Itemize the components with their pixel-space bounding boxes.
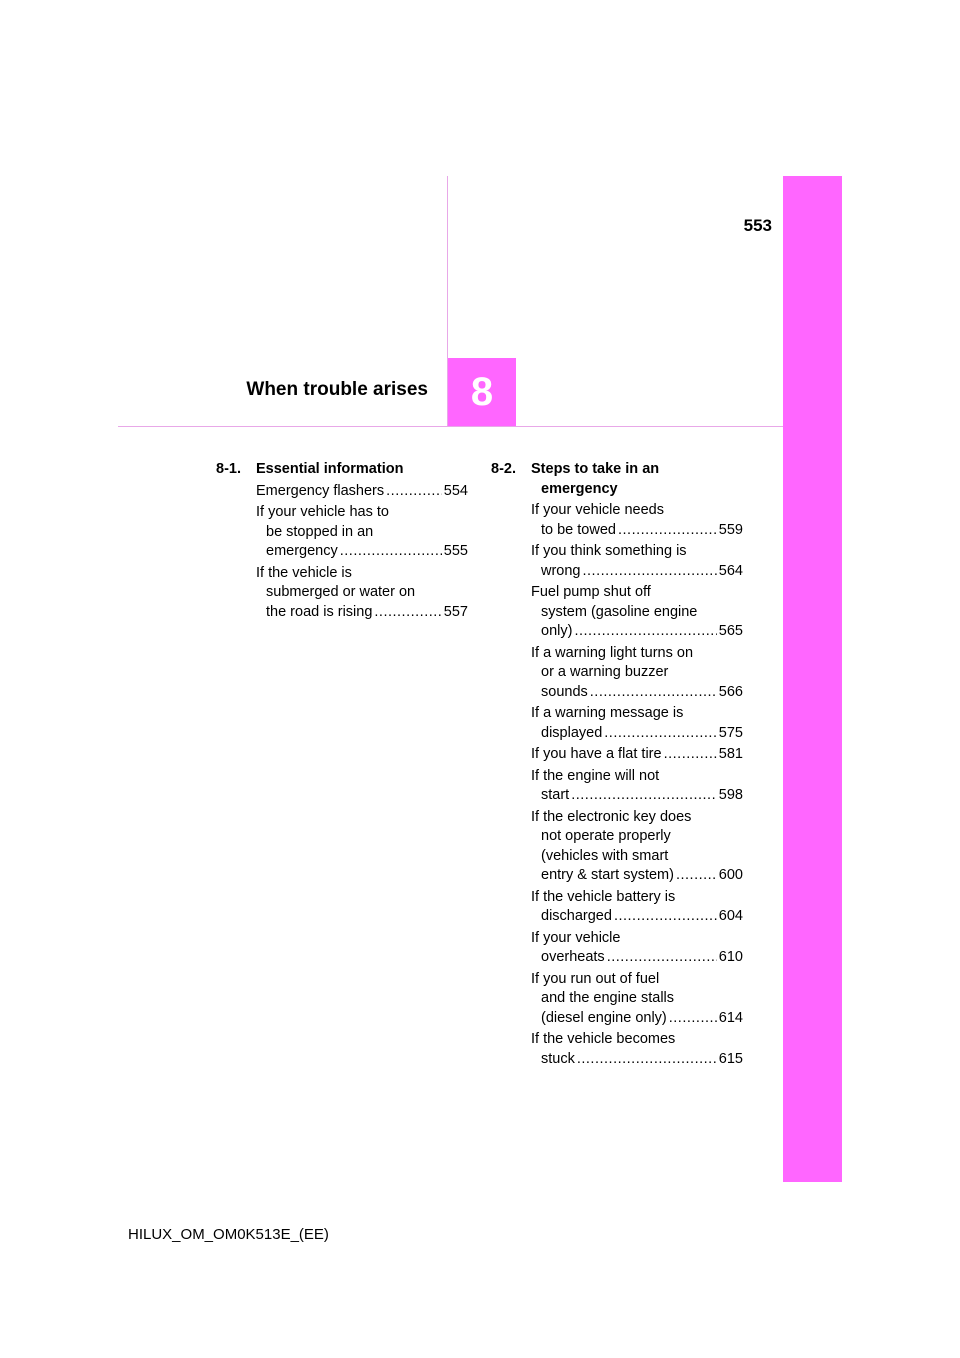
toc-page-number: 564 (718, 562, 743, 579)
toc-entry-text: If your vehicle (531, 929, 621, 946)
toc-entry[interactable] (216, 564, 468, 623)
toc-entry-text: Fuel pump shut off (531, 584, 651, 600)
dot-leader (614, 907, 717, 927)
toc-page-number: 557 (443, 603, 468, 620)
toc-entry-text: If you think something is (531, 543, 687, 559)
dot-leader (618, 521, 717, 541)
toc-entry-text: stuck (541, 1050, 575, 1067)
toc-entry-text: overheats (541, 949, 605, 965)
toc-entry-text: If your vehicle needs (531, 502, 664, 518)
toc-entry-text: to be towed (541, 521, 616, 538)
toc-entry[interactable] (491, 583, 743, 642)
toc-entry[interactable] (491, 1030, 743, 1069)
toc-entry-text: start (541, 787, 570, 803)
toc-entry[interactable] (491, 644, 743, 703)
page-number: 553 (743, 216, 772, 235)
toc-entry-text: displayed (541, 724, 603, 741)
dot-leader (374, 603, 441, 623)
document-footer: HILUX_OM_OM0K513E_(EE) (128, 1226, 329, 1243)
toc-entry[interactable] (491, 542, 743, 581)
dot-leader (664, 745, 717, 765)
section-title: emergency (541, 480, 618, 497)
toc-entry[interactable] (491, 704, 743, 743)
dot-leader (676, 866, 717, 886)
section-heading (216, 460, 468, 480)
toc-page-number: 554 (443, 482, 468, 499)
section-title: Essential information (256, 461, 404, 477)
toc-entry[interactable] (491, 767, 743, 806)
dot-leader (574, 622, 716, 642)
dot-leader (571, 786, 717, 806)
toc-page-number: 598 (718, 787, 743, 803)
toc-entry-text: (vehicles with smart (541, 847, 669, 864)
dot-leader (669, 1009, 717, 1029)
toc-entry[interactable] (491, 970, 743, 1029)
toc-page-number: 581 (718, 746, 743, 762)
toc-entry-text: entry & start system) (541, 867, 674, 883)
toc-entry-text: system (gasoline engine (541, 603, 698, 620)
toc-entry-text: not operate properly (541, 828, 671, 844)
toc-entry-text: If the vehicle becomes (531, 1031, 676, 1047)
toc-page-number: 614 (718, 1009, 743, 1026)
toc-entry[interactable] (491, 929, 743, 968)
toc-page-number: 555 (443, 543, 468, 559)
toc-entry-text: If the engine will not (531, 767, 660, 784)
dot-leader (583, 562, 717, 582)
toc-entry-text: (diesel engine only) (541, 1009, 667, 1026)
toc-entry-text: If the vehicle battery is (531, 888, 676, 905)
toc-page-number: 600 (718, 867, 743, 883)
toc-entry-text: If a warning message is (531, 705, 684, 721)
dot-leader (607, 948, 717, 968)
toc-page-number: 566 (718, 683, 743, 700)
chapter-number-box (448, 358, 516, 426)
dot-leader (340, 542, 442, 562)
toc-entry-text: If a warning light turns on (531, 644, 694, 661)
toc-entry[interactable] (491, 745, 743, 765)
dot-leader (386, 482, 442, 502)
toc-entry-text: the road is rising (266, 603, 373, 620)
toc-page-number: 565 (718, 623, 743, 639)
chapter-thumb-tab (783, 176, 842, 1182)
chapter-title: When trouble arises (246, 379, 428, 400)
toc-entry[interactable] (216, 503, 468, 562)
toc-entry-text: sounds (541, 683, 588, 700)
toc-entry-text: only) (541, 623, 573, 639)
toc-entry-text: If the vehicle is (256, 564, 352, 581)
toc-page-number: 604 (718, 908, 743, 924)
section-title: Steps to take in an (531, 461, 660, 477)
horizontal-divider (118, 426, 783, 427)
section-number: 8-2. (491, 461, 516, 477)
dot-leader (590, 683, 717, 703)
dot-leader (577, 1050, 717, 1070)
toc-entry-text: or a warning buzzer (541, 664, 669, 680)
toc-entry[interactable] (216, 482, 468, 502)
toc-page-number: 610 (718, 949, 743, 965)
toc-column-left (216, 460, 468, 624)
section-number: 8-1. (216, 461, 241, 477)
toc-entry-text: and the engine stalls (541, 990, 675, 1006)
toc-entry-text: If you have a flat tire (531, 746, 662, 762)
toc-entry[interactable] (491, 888, 743, 927)
toc-entry-text: Emergency flashers (256, 482, 385, 499)
toc-entry[interactable] (491, 808, 743, 886)
toc-entry[interactable] (491, 501, 743, 540)
toc-page-number: 559 (718, 521, 743, 538)
toc-entry-text: If your vehicle has to (256, 504, 389, 520)
toc-column-right (491, 460, 743, 1071)
toc-page-number: 575 (718, 724, 743, 741)
toc-entry-text: submerged or water on (266, 584, 416, 600)
dot-leader (604, 724, 717, 744)
toc-entry-text: If the electronic key does (531, 808, 692, 825)
chapter-number: 8 (470, 369, 494, 414)
section-heading (491, 460, 743, 499)
toc-entry-text: wrong (541, 562, 581, 579)
toc-entry-text: discharged (541, 908, 612, 924)
toc-entry-text: If you run out of fuel (531, 970, 660, 987)
toc-entry-text: emergency (266, 543, 338, 559)
toc-page-number: 615 (718, 1050, 743, 1067)
toc-entry-text: be stopped in an (266, 523, 374, 540)
